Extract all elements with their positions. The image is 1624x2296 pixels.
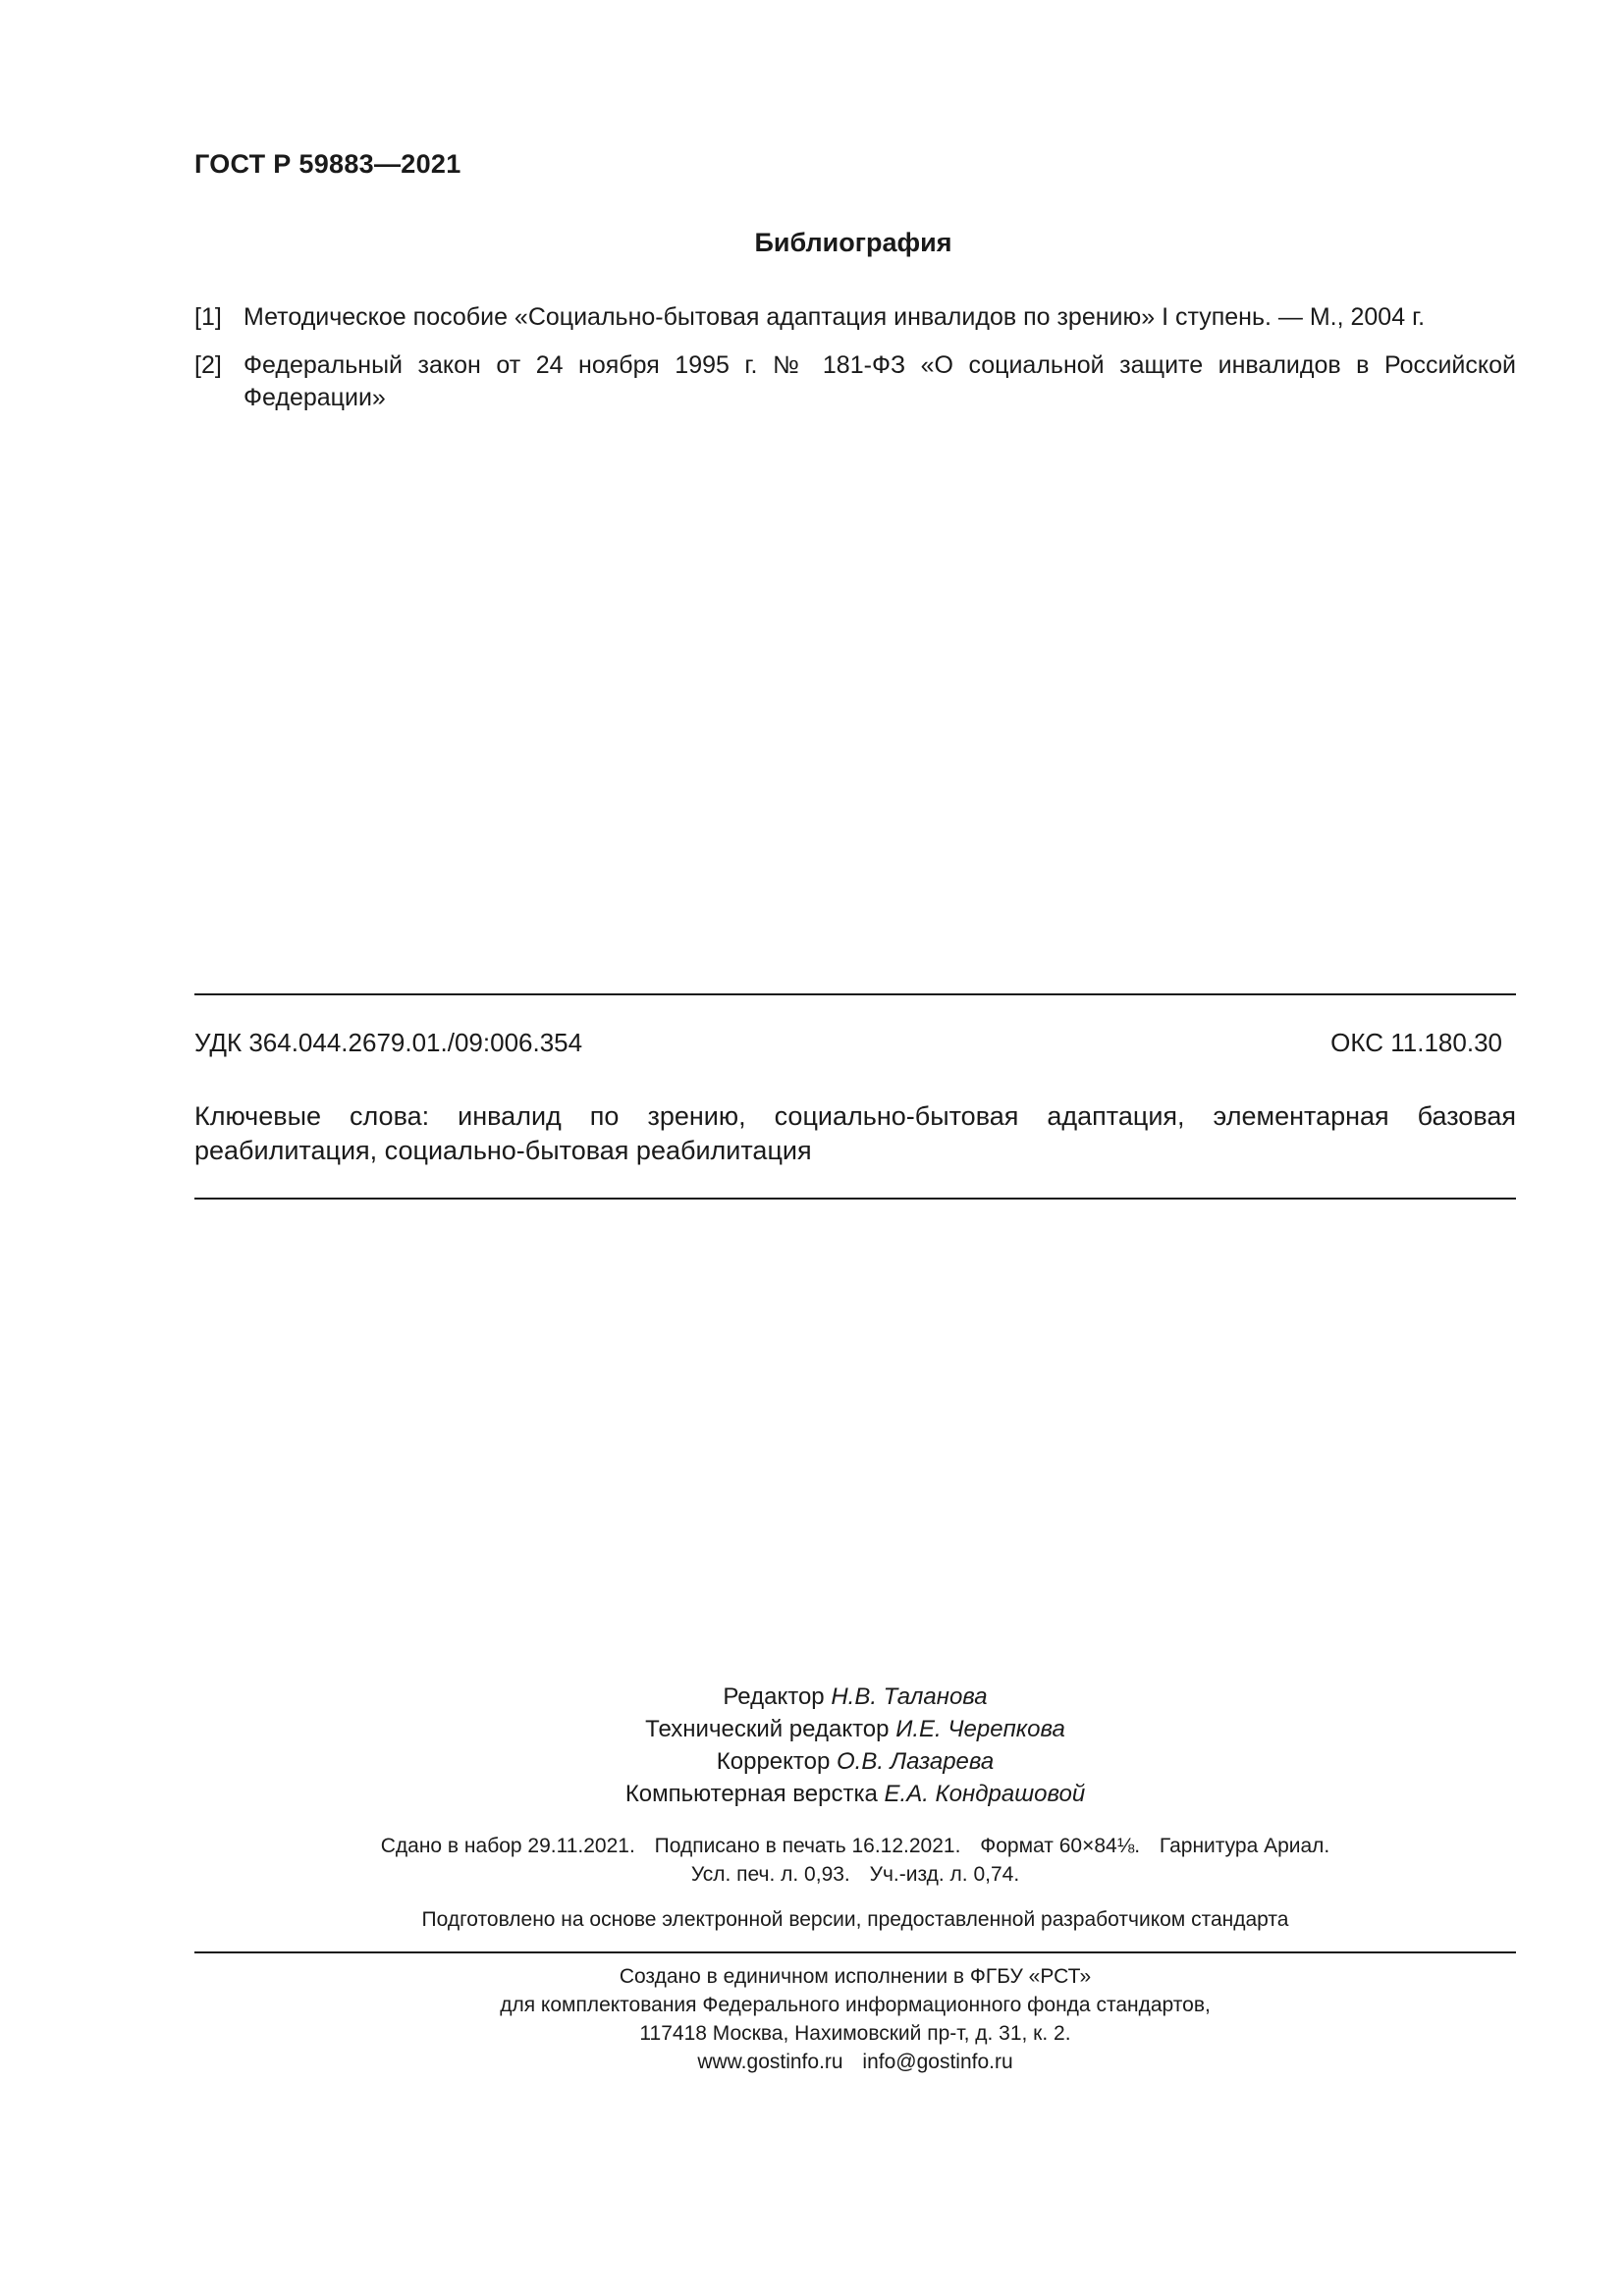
bibliography-item-number: [1] <box>194 303 222 331</box>
publishing-sheets: Уч.-изд. л. 0,74. <box>869 1863 1020 1886</box>
typeface: Гарнитура Ариал. <box>1159 1835 1330 1857</box>
credit-name: И.Е. Черепкова <box>895 1716 1065 1742</box>
bibliography-item-text: Федеральный закон от 24 ноября 1995 г. № 181-ФЗ «О социальной защите инвалидов в Российской Федерации» <box>244 351 1516 411</box>
credit-line <box>194 1713 1516 1745</box>
standard-code: ГОСТ Р 59883—2021 <box>194 149 461 179</box>
credit-line <box>194 1745 1516 1778</box>
divider-top <box>194 993 1516 995</box>
publisher-footer <box>194 1962 1516 2076</box>
print-sheets: Усл. печ. л. 0,93. <box>690 1863 850 1886</box>
website-link[interactable]: www.gostinfo.ru <box>697 2051 843 2073</box>
credit-line <box>194 1778 1516 1810</box>
credit-role: Корректор <box>716 1748 831 1775</box>
divider-keywords <box>194 1198 1516 1200</box>
credit-role: Редактор <box>723 1683 825 1710</box>
paper-format: Формат 60×84⅛. <box>980 1835 1141 1857</box>
udk-code: УДК 364.044.2679.01./09:006.354 <box>194 1028 583 1057</box>
bibliography-list <box>194 301 1516 430</box>
bibliography-item-text: Методическое пособие «Социально-бытовая адаптация инвалидов по зрению» I ступень. — М., 2004 г. <box>244 303 1426 331</box>
bibliography-item-number: [2] <box>194 351 222 379</box>
bibliography-title: Библиография <box>754 228 952 257</box>
divider-footer <box>194 1951 1516 1953</box>
credit-line <box>194 1681 1516 1713</box>
credit-name: О.В. Лазарева <box>837 1748 995 1775</box>
email-link[interactable]: info@gostinfo.ru <box>862 2051 1013 2073</box>
print-info-line-1 <box>194 1832 1516 1860</box>
keywords: Ключевые слова: инвалид по зрению, социально-бытовая адаптация, элементарная базовая реабилитация, социально-бытовая реабилитация <box>194 1101 1516 1165</box>
print-info <box>194 1832 1516 1889</box>
credits-block <box>194 1681 1516 1810</box>
signed-date: Подписано в печать 16.12.2021. <box>654 1835 961 1857</box>
credit-role: Компьютерная верстка <box>624 1781 878 1807</box>
footer-line-2: для комплектования Федерального информационного фонда стандартов, <box>500 1994 1211 2016</box>
credit-role: Технический редактор <box>645 1716 890 1742</box>
oks-code: ОКС 11.180.30 <box>1330 1028 1502 1057</box>
prepared-note: Подготовлено на основе электронной версии, предоставленной разработчиком стандарта <box>421 1908 1289 1931</box>
bibliography-item <box>194 301 1516 334</box>
footer-address: 117418 Москва, Нахимовский пр-т, д. 31, к. 2. <box>639 2022 1071 2045</box>
credit-name: Н.В. Таланова <box>831 1683 988 1710</box>
submitted-date: Сдано в набор 29.11.2021. <box>380 1835 635 1857</box>
footer-line-1: Создано в единичном исполнении в ФГБУ «РСТ» <box>619 1965 1092 1988</box>
credit-name: Е.А. Кондрашовой <box>884 1781 1086 1807</box>
bibliography-item <box>194 349 1516 414</box>
footer-contacts <box>194 2048 1516 2076</box>
print-info-line-2 <box>194 1860 1516 1889</box>
